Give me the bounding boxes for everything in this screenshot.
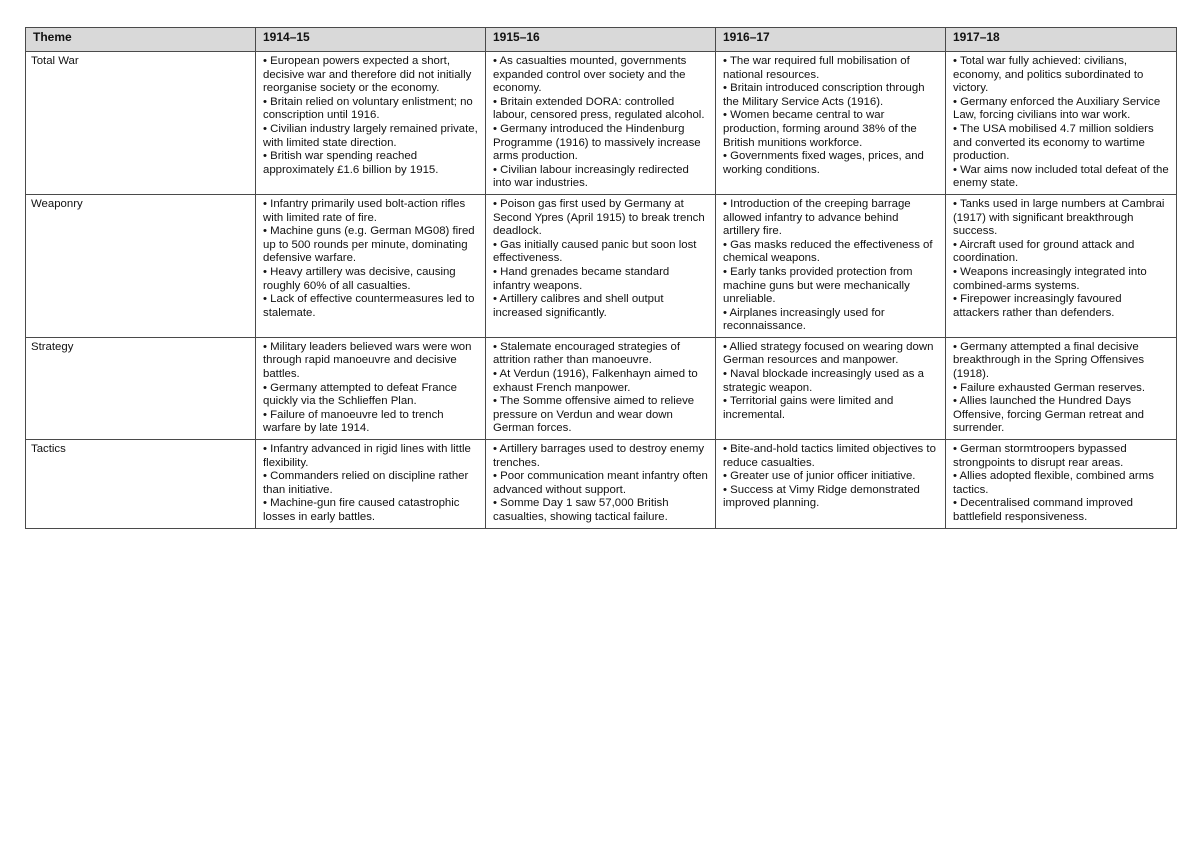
- bullet-point: • Poison gas first used by Germany at Second Ypres (April 1915) to break trench deadlock.: [493, 197, 705, 238]
- bullet-point: • Total war fully achieved: civilians, economy, and politics subordinated to victory.: [953, 55, 1144, 95]
- theme-cell: Weaponry: [26, 194, 256, 337]
- bullet-point: • Governments fixed wages, prices, and working conditions.: [723, 150, 924, 176]
- bullet-point: • Machine-gun fire caused catastrophic losses in early battles.: [263, 497, 460, 523]
- bullet-point: • Gas initially caused panic but soon lost effectiveness.: [493, 238, 697, 265]
- bullet-point: • Machine guns (e.g. German MG08) fired up to 500 rounds per minute, dominating defensive warfare.: [263, 225, 475, 265]
- header-1914-15: 1914–15: [256, 28, 486, 52]
- bullet-point: • Stalemate encouraged strategies of attrition rather than manoeuvre.: [493, 340, 680, 367]
- bullet-point: • Airplanes increasingly used for reconnaissance.: [723, 306, 885, 333]
- bullet-point: • Aircraft used for ground attack and coordination.: [953, 238, 1135, 265]
- bullet-point: • Allied strategy focused on wearing down German resources and manpower.: [723, 340, 934, 367]
- bullet-point: • German stormtroopers bypassed strongpoints to disrupt rear areas.: [953, 443, 1127, 469]
- bullet-point: • Infantry primarily used bolt-action rifles with limited rate of fire.: [263, 197, 466, 224]
- header-1915-16: 1915–16: [486, 28, 716, 52]
- table-cell: [716, 440, 946, 529]
- bullet-point: • The war required full mobilisation of national resources.: [723, 55, 910, 81]
- bullet-point: • Greater use of junior officer initiative.: [723, 470, 916, 483]
- bullet-point: • Heavy artillery was decisive, causing roughly 60% of all casualties.: [263, 265, 456, 292]
- bullet-point: • Lack of effective countermeasures led to stalemate.: [263, 293, 475, 319]
- bullet-point: • Bite-and-hold tactics limited objectives to reduce casualties.: [723, 443, 936, 469]
- bullet-point: • Britain introduced conscription through the Military Service Acts (1916).: [723, 82, 925, 108]
- bullet-point: • European powers expected a short, decisive war and therefore did not initially reorganise society or the economy.: [263, 55, 472, 95]
- bullet-point: • Weapons increasingly integrated into combined-arms systems.: [953, 265, 1147, 292]
- table-body: [26, 52, 1177, 529]
- bullet-point: • Women became central to war production, forming around 38% of the British munitions workforce.: [723, 109, 917, 149]
- theme-cell: Tactics: [26, 440, 256, 529]
- table-cell: [716, 194, 946, 337]
- bullet-point: • Tanks used in large numbers at Cambrai (1917) with significant breakthrough success.: [953, 197, 1165, 238]
- theme-cell: Strategy: [26, 337, 256, 439]
- table-cell: [486, 337, 716, 439]
- bullet-point: • Artillery barrages used to destroy enemy trenches.: [493, 443, 705, 469]
- bullet-point: • Early tanks provided protection from machine guns but were mechanically unreliable.: [723, 265, 913, 306]
- bullet-point: • Germany enforced the Auxiliary Service Law, forcing civilians into war work.: [953, 95, 1161, 122]
- ww1-theme-table: [25, 27, 1177, 529]
- bullet-point: • Decentralised command improved battlefield responsiveness.: [953, 497, 1133, 523]
- bullet-point: • Allies launched the Hundred Days Offensive, forcing German retreat and surrender.: [953, 395, 1144, 435]
- table-row: [26, 52, 1177, 195]
- table-row: [26, 440, 1177, 529]
- bullet-point: • Britain relied on voluntary enlistment; no conscription until 1916.: [263, 95, 473, 122]
- table-cell: [486, 52, 716, 195]
- bullet-point: • Firepower increasingly favoured attackers rather than defenders.: [953, 293, 1122, 319]
- table-cell: [256, 52, 486, 195]
- bullet-point: • Commanders relied on discipline rather than initiative.: [263, 470, 469, 496]
- table-cell: [946, 52, 1177, 195]
- bullet-point: • Military leaders believed wars were won through rapid manoeuvre and decisive battles.: [263, 340, 472, 381]
- bullet-point: • Britain extended DORA: controlled labour, censored press, regulated alcohol.: [493, 95, 705, 122]
- table-row: [26, 337, 1177, 439]
- table-cell: [256, 194, 486, 337]
- header-1916-17: 1916–17: [716, 28, 946, 52]
- header-theme: Theme: [26, 28, 256, 52]
- bullet-point: • At Verdun (1916), Falkenhayn aimed to exhaust French manpower.: [493, 368, 698, 394]
- table-cell: [946, 440, 1177, 529]
- bullet-point: • Artillery calibres and shell output increased significantly.: [493, 293, 664, 319]
- bullet-point: • Somme Day 1 saw 57,000 British casualties, showing tactical failure.: [493, 497, 669, 523]
- bullet-point: • Infantry advanced in rigid lines with little flexibility.: [263, 443, 471, 469]
- bullet-point: • Civilian industry largely remained private, with limited state direction.: [263, 122, 478, 149]
- bullet-point: • Hand grenades became standard infantry weapons.: [493, 265, 670, 292]
- bullet-point: • Success at Vimy Ridge demonstrated improved planning.: [723, 483, 920, 510]
- bullet-point: • The Somme offensive aimed to relieve pressure on Verdun and wear down German forces.: [493, 395, 695, 435]
- header-1917-18: 1917–18: [946, 28, 1177, 52]
- table-cell: [256, 337, 486, 439]
- bullet-point: • British war spending reached approximately £1.6 billion by 1915.: [263, 150, 439, 176]
- bullet-point: • Civilian labour increasingly redirected into war industries.: [493, 163, 689, 190]
- table-cell: [486, 440, 716, 529]
- bullet-point: • Failure exhausted German reserves.: [953, 381, 1146, 394]
- bullet-point: • Germany attempted to defeat France quickly via the Schlieffen Plan.: [263, 381, 457, 408]
- table-row: [26, 194, 1177, 337]
- bullet-point: • Introduction of the creeping barrage allowed infantry to advance behind artillery fire.: [723, 197, 911, 238]
- bullet-point: • Allies adopted flexible, combined arms tactics.: [953, 470, 1154, 496]
- theme-cell: Total War: [26, 52, 256, 195]
- bullet-point: • Germany introduced the Hindenburg Programme (1916) to massively increase arms production.: [493, 122, 701, 163]
- bullet-point: • Failure of manoeuvre led to trench warfare by late 1914.: [263, 408, 444, 435]
- bullet-point: • Naval blockade increasingly used as a strategic weapon.: [723, 368, 924, 394]
- bullet-point: • Germany attempted a final decisive breakthrough in the Spring Offensives (1918).: [953, 340, 1145, 381]
- bullet-point: • Poor communication meant infantry often advanced without support.: [493, 470, 708, 496]
- table-cell: [716, 52, 946, 195]
- table-cell: [946, 337, 1177, 439]
- bullet-point: • As casualties mounted, governments expanded control over society and the economy.: [493, 55, 687, 95]
- bullet-point: • Gas masks reduced the effectiveness of chemical weapons.: [723, 238, 933, 265]
- bullet-point: • War aims now included total defeat of the enemy state.: [953, 163, 1169, 190]
- table-header-row: [26, 28, 1177, 52]
- table-cell: [486, 194, 716, 337]
- table-cell: [256, 440, 486, 529]
- table-cell: [946, 194, 1177, 337]
- table-cell: [716, 337, 946, 439]
- bullet-point: • Territorial gains were limited and incremental.: [723, 395, 894, 421]
- bullet-point: • The USA mobilised 4.7 million soldiers and converted its economy to wartime production.: [953, 122, 1154, 163]
